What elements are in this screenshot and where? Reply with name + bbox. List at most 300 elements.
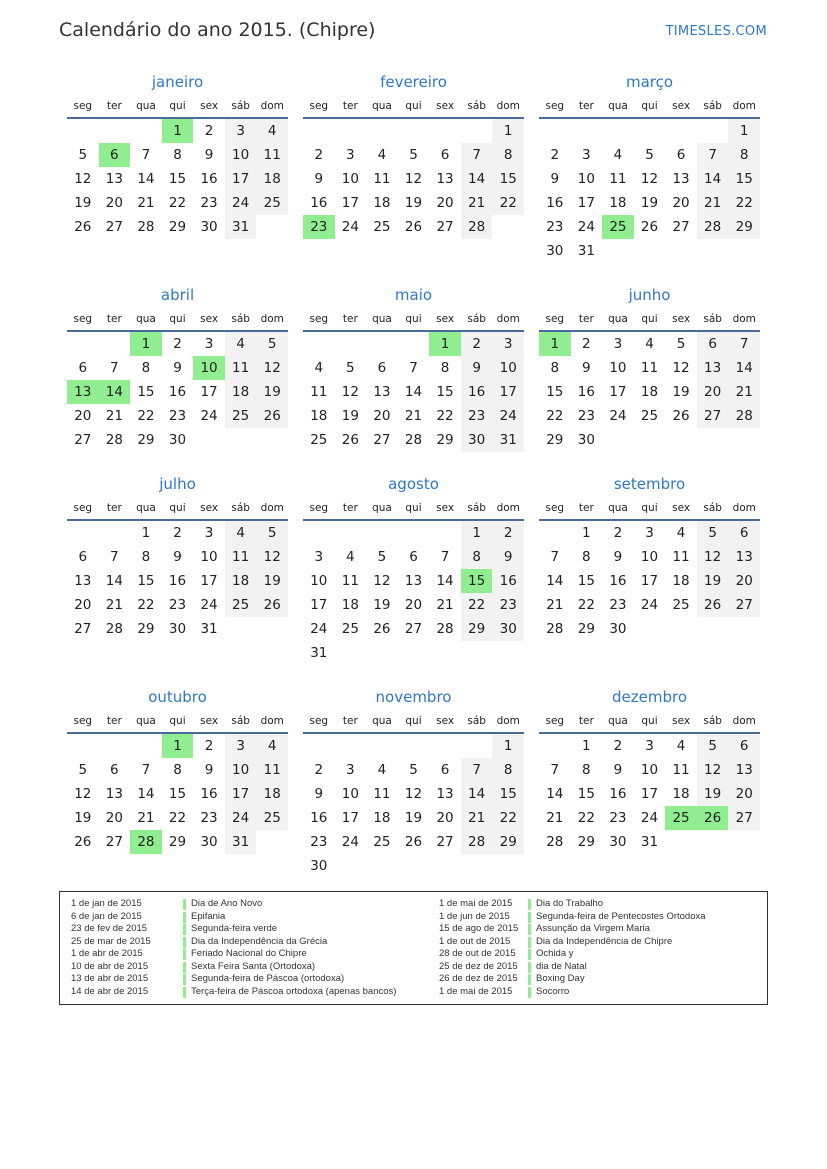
day-cell: 8 bbox=[461, 545, 493, 569]
day-cell: 19 bbox=[256, 380, 288, 404]
day-cell: 27 bbox=[436, 834, 454, 850]
empty-cell bbox=[665, 119, 697, 143]
day-cell: 16 bbox=[310, 810, 328, 826]
day-cell: 10 bbox=[341, 786, 359, 802]
day-cell: 13 bbox=[404, 573, 423, 589]
day-cell: 23 bbox=[310, 834, 328, 850]
month-title: junho bbox=[628, 286, 671, 304]
day-cell: 25 bbox=[256, 191, 288, 215]
day-cell: 28 bbox=[461, 830, 493, 854]
day-cell: 29 bbox=[137, 621, 155, 637]
day-cell: 17 bbox=[200, 384, 218, 400]
day-cell: 17 bbox=[225, 167, 257, 191]
day-cell: 23 bbox=[492, 593, 524, 617]
day-cell: 15 bbox=[492, 167, 524, 191]
day-cell: 29 bbox=[168, 219, 187, 235]
day-cell: 27 bbox=[105, 834, 123, 850]
day-cell: 2 bbox=[314, 762, 324, 778]
day-cell: 1 bbox=[728, 119, 760, 143]
day-cell: 18 bbox=[672, 573, 690, 589]
day-cell: 7 bbox=[461, 758, 493, 782]
day-cell: 3 bbox=[645, 738, 654, 754]
legend-marker bbox=[183, 912, 186, 923]
weekday-header bbox=[539, 495, 760, 521]
day-cell: 21 bbox=[105, 408, 123, 424]
day-cell: 4 bbox=[314, 360, 324, 376]
weekday-label: sáb bbox=[703, 715, 722, 727]
day-cell: 4 bbox=[676, 525, 686, 541]
weekday-label: qua bbox=[372, 313, 392, 325]
weekday-label: qua bbox=[136, 502, 156, 514]
weekday-label: qui bbox=[169, 502, 186, 514]
day-cell: 8 bbox=[440, 360, 450, 376]
day-cell: 12 bbox=[640, 171, 659, 187]
day-cell: 28 bbox=[436, 621, 454, 637]
day-cell: 24 bbox=[341, 219, 359, 235]
weekday-header bbox=[539, 306, 760, 332]
weekday-label: qua bbox=[372, 715, 392, 727]
day-cell: 2 bbox=[173, 525, 182, 541]
day-cell: 24 bbox=[640, 597, 659, 613]
day-cell: 3 bbox=[613, 336, 623, 352]
weekday-label: sáb bbox=[703, 502, 722, 514]
day-cell: 11 bbox=[341, 573, 359, 589]
day-cell: 4 bbox=[676, 738, 686, 754]
weekday-label: sáb bbox=[703, 100, 722, 112]
day-cell: 7 bbox=[550, 549, 560, 565]
day-cell: 4 bbox=[256, 734, 288, 758]
day-cell: 7 bbox=[409, 360, 418, 376]
legend-column-left bbox=[71, 898, 431, 998]
weekday-label: qua bbox=[608, 100, 628, 112]
weekday-label: dom bbox=[260, 100, 284, 112]
holiday-date: 1 de mai de 2015 bbox=[439, 985, 513, 997]
holiday-day-cell: 23 bbox=[303, 215, 335, 239]
day-grid bbox=[67, 521, 288, 641]
month-title: setembro bbox=[613, 475, 686, 493]
day-cell: 13 bbox=[436, 171, 454, 187]
day-cell: 2 bbox=[550, 147, 560, 163]
day-cell: 22 bbox=[728, 191, 760, 215]
day-cell: 21 bbox=[546, 597, 564, 613]
month-fevereiro bbox=[303, 73, 524, 263]
day-cell: 25 bbox=[341, 621, 359, 637]
month-maio bbox=[303, 286, 524, 452]
day-cell: 15 bbox=[577, 786, 595, 802]
day-cell: 18 bbox=[310, 408, 328, 424]
months-grid bbox=[67, 73, 767, 878]
day-cell: 4 bbox=[377, 762, 387, 778]
day-grid bbox=[539, 119, 760, 263]
day-cell: 27 bbox=[728, 806, 760, 830]
day-cell: 18 bbox=[373, 810, 391, 826]
legend-row bbox=[439, 948, 759, 961]
day-cell: 3 bbox=[225, 119, 257, 143]
day-cell: 23 bbox=[609, 810, 627, 826]
day-cell: 10 bbox=[609, 360, 627, 376]
day-cell: 12 bbox=[697, 545, 729, 569]
month-title: agosto bbox=[388, 475, 439, 493]
day-cell: 25 bbox=[672, 597, 690, 613]
weekday-header bbox=[539, 93, 760, 119]
day-cell: 6 bbox=[78, 360, 88, 376]
day-cell: 19 bbox=[404, 810, 423, 826]
day-grid bbox=[539, 521, 760, 641]
day-cell: 21 bbox=[404, 408, 423, 424]
month-title: janeiro bbox=[151, 73, 204, 91]
day-cell: 11 bbox=[225, 545, 257, 569]
weekday-label: seg bbox=[545, 715, 565, 727]
month-title: maio bbox=[394, 286, 433, 304]
weekday-label: sáb bbox=[231, 502, 250, 514]
holiday-day-cell: 25 bbox=[602, 215, 634, 239]
day-cell: 10 bbox=[225, 758, 257, 782]
day-cell: 5 bbox=[409, 762, 418, 778]
empty-cell bbox=[99, 332, 131, 356]
weekday-header bbox=[539, 708, 760, 734]
weekday-label: qui bbox=[641, 502, 658, 514]
weekday-label: qua bbox=[136, 313, 156, 325]
day-cell: 20 bbox=[728, 782, 760, 806]
legend-marker bbox=[183, 937, 186, 948]
day-grid bbox=[303, 119, 524, 239]
empty-cell bbox=[67, 332, 99, 356]
empty-cell bbox=[461, 119, 493, 143]
day-grid bbox=[539, 332, 760, 452]
month-title: dezembro bbox=[612, 688, 687, 706]
empty-cell bbox=[398, 332, 430, 356]
weekday-label: ter bbox=[342, 715, 358, 727]
day-cell: 8 bbox=[728, 143, 760, 167]
day-grid bbox=[67, 119, 288, 239]
weekday-label: sex bbox=[200, 502, 219, 514]
empty-cell bbox=[461, 734, 493, 758]
day-cell: 17 bbox=[341, 810, 359, 826]
holiday-legend bbox=[59, 891, 768, 1005]
weekday-label: qui bbox=[169, 715, 186, 727]
day-cell: 15 bbox=[168, 786, 187, 802]
legend-marker bbox=[183, 949, 186, 960]
empty-cell bbox=[602, 119, 634, 143]
legend-row bbox=[71, 911, 431, 924]
day-cell: 4 bbox=[225, 332, 257, 356]
day-cell: 12 bbox=[373, 573, 391, 589]
day-cell: 31 bbox=[577, 243, 595, 259]
day-cell: 29 bbox=[492, 830, 524, 854]
day-cell: 26 bbox=[697, 593, 729, 617]
day-cell: 27 bbox=[74, 432, 92, 448]
legend-column-right bbox=[439, 898, 759, 998]
day-cell: 26 bbox=[640, 219, 659, 235]
day-cell: 21 bbox=[461, 806, 493, 830]
day-cell: 18 bbox=[225, 569, 257, 593]
day-cell: 13 bbox=[436, 786, 454, 802]
empty-cell bbox=[67, 521, 99, 545]
weekday-label: ter bbox=[342, 502, 358, 514]
empty-cell bbox=[571, 119, 603, 143]
day-cell: 1 bbox=[492, 734, 524, 758]
day-cell: 1 bbox=[461, 521, 493, 545]
day-cell: 4 bbox=[613, 147, 623, 163]
legend-marker bbox=[183, 899, 186, 910]
day-cell: 24 bbox=[577, 219, 595, 235]
weekday-label: sex bbox=[672, 313, 691, 325]
day-cell: 10 bbox=[225, 143, 257, 167]
day-cell: 20 bbox=[404, 597, 423, 613]
day-cell: 27 bbox=[436, 219, 454, 235]
day-cell: 22 bbox=[168, 195, 187, 211]
weekday-label: qui bbox=[405, 502, 422, 514]
day-cell: 26 bbox=[256, 404, 288, 428]
day-cell: 21 bbox=[436, 597, 454, 613]
day-cell: 19 bbox=[256, 569, 288, 593]
empty-cell bbox=[634, 119, 666, 143]
weekday-label: dom bbox=[732, 502, 756, 514]
weekday-label: qui bbox=[169, 313, 186, 325]
day-cell: 12 bbox=[256, 356, 288, 380]
holiday-date: 26 de dez de 2015 bbox=[439, 973, 518, 984]
holiday-name: Socorro bbox=[536, 985, 570, 997]
weekday-label: qua bbox=[608, 715, 628, 727]
day-cell: 18 bbox=[256, 782, 288, 806]
day-cell: 2 bbox=[204, 123, 214, 139]
weekday-label: dom bbox=[496, 100, 520, 112]
day-cell: 19 bbox=[697, 782, 729, 806]
day-cell: 16 bbox=[310, 195, 328, 211]
day-cell: 5 bbox=[676, 336, 686, 352]
day-cell: 15 bbox=[168, 171, 187, 187]
holiday-day-cell: 26 bbox=[697, 806, 729, 830]
day-cell: 16 bbox=[200, 786, 218, 802]
day-cell: 9 bbox=[204, 147, 214, 163]
day-cell: 22 bbox=[137, 408, 155, 424]
day-cell: 2 bbox=[613, 525, 623, 541]
empty-cell bbox=[130, 119, 162, 143]
empty-cell bbox=[335, 332, 367, 356]
day-cell: 4 bbox=[346, 549, 355, 565]
legend-marker bbox=[528, 949, 531, 960]
day-cell: 30 bbox=[609, 621, 627, 637]
day-cell: 4 bbox=[225, 521, 257, 545]
day-cell: 30 bbox=[168, 621, 187, 637]
weekday-label: seg bbox=[73, 502, 93, 514]
empty-cell bbox=[539, 119, 571, 143]
holiday-day-cell: 25 bbox=[665, 806, 697, 830]
day-grid bbox=[539, 734, 760, 854]
weekday-label: ter bbox=[578, 313, 594, 325]
day-cell: 27 bbox=[74, 621, 92, 637]
day-cell: 26 bbox=[74, 834, 92, 850]
day-cell: 3 bbox=[204, 336, 214, 352]
day-cell: 15 bbox=[137, 384, 155, 400]
day-cell: 15 bbox=[546, 384, 564, 400]
day-cell: 18 bbox=[640, 384, 659, 400]
month-dezembro bbox=[539, 688, 760, 878]
legend-marker bbox=[528, 962, 531, 973]
brand-link[interactable]: TIMESLES.COM bbox=[665, 24, 767, 39]
month-janeiro bbox=[67, 73, 288, 263]
empty-cell bbox=[130, 734, 162, 758]
day-cell: 14 bbox=[546, 573, 564, 589]
day-cell: 11 bbox=[256, 143, 288, 167]
day-cell: 25 bbox=[256, 806, 288, 830]
day-cell: 21 bbox=[137, 195, 155, 211]
weekday-label: qua bbox=[608, 313, 628, 325]
day-cell: 14 bbox=[461, 167, 493, 191]
weekday-label: sex bbox=[672, 715, 691, 727]
day-cell: 29 bbox=[546, 432, 564, 448]
holiday-name: Terça-feira de Páscoa ortodoxa (apenas bancos) bbox=[191, 985, 397, 997]
weekday-label: sáb bbox=[467, 715, 486, 727]
legend-marker bbox=[183, 987, 186, 998]
day-cell: 6 bbox=[110, 762, 119, 778]
legend-marker bbox=[528, 974, 531, 985]
day-cell: 20 bbox=[373, 408, 391, 424]
day-cell: 27 bbox=[672, 219, 690, 235]
day-cell: 12 bbox=[74, 786, 92, 802]
empty-cell bbox=[366, 332, 398, 356]
day-cell: 30 bbox=[492, 617, 524, 641]
day-cell: 3 bbox=[645, 525, 654, 541]
day-cell: 25 bbox=[225, 404, 257, 428]
empty-cell bbox=[335, 521, 367, 545]
empty-cell bbox=[429, 734, 461, 758]
weekday-label: sáb bbox=[231, 313, 250, 325]
holiday-name: Epifania bbox=[191, 910, 226, 922]
weekday-label: seg bbox=[309, 715, 329, 727]
holiday-date: 25 de dez de 2015 bbox=[439, 960, 518, 972]
day-cell: 8 bbox=[582, 549, 591, 565]
day-cell: 26 bbox=[404, 834, 423, 850]
day-cell: 25 bbox=[640, 408, 659, 424]
day-cell: 20 bbox=[728, 569, 760, 593]
weekday-label: sex bbox=[200, 313, 219, 325]
holiday-name: Sexta Feira Santa (Ortodoxa) bbox=[191, 960, 316, 972]
day-cell: 7 bbox=[461, 143, 493, 167]
day-cell: 16 bbox=[546, 195, 564, 211]
day-cell: 22 bbox=[168, 810, 187, 826]
empty-cell bbox=[398, 119, 430, 143]
day-cell: 7 bbox=[697, 143, 729, 167]
empty-cell bbox=[539, 734, 571, 758]
holiday-name: Dia do Trabalho bbox=[536, 898, 604, 909]
day-cell: 14 bbox=[697, 167, 729, 191]
empty-cell bbox=[335, 734, 367, 758]
day-cell: 24 bbox=[200, 408, 218, 424]
day-cell: 19 bbox=[74, 810, 92, 826]
weekday-label: dom bbox=[496, 313, 520, 325]
empty-cell bbox=[99, 119, 131, 143]
day-grid bbox=[303, 332, 524, 452]
day-cell: 23 bbox=[461, 404, 493, 428]
legend-row bbox=[71, 936, 431, 949]
weekday-header bbox=[67, 495, 288, 521]
day-cell: 31 bbox=[492, 428, 524, 452]
month-março bbox=[539, 73, 760, 263]
empty-cell bbox=[99, 734, 131, 758]
holiday-date: 1 de abr de 2015 bbox=[71, 948, 143, 959]
day-cell: 5 bbox=[78, 147, 88, 163]
legend-marker bbox=[183, 974, 186, 985]
empty-cell bbox=[303, 521, 335, 545]
day-cell: 30 bbox=[200, 219, 218, 235]
day-cell: 11 bbox=[373, 171, 391, 187]
day-cell: 30 bbox=[577, 432, 595, 448]
day-cell: 29 bbox=[436, 432, 454, 448]
holiday-name: Dia da Independência da Grécia bbox=[191, 935, 328, 947]
day-cell: 9 bbox=[613, 549, 623, 565]
holiday-day-cell: 1 bbox=[130, 332, 162, 356]
day-cell: 9 bbox=[204, 762, 214, 778]
day-cell: 27 bbox=[105, 219, 123, 235]
day-cell: 2 bbox=[492, 521, 524, 545]
day-cell: 29 bbox=[137, 432, 155, 448]
weekday-label: qui bbox=[169, 100, 186, 112]
day-cell: 9 bbox=[314, 786, 324, 802]
empty-cell bbox=[398, 521, 430, 545]
weekday-label: sex bbox=[436, 100, 455, 112]
day-cell: 5 bbox=[346, 360, 355, 376]
holiday-day-cell: 15 bbox=[461, 569, 493, 593]
month-title: novembro bbox=[375, 688, 452, 706]
weekday-label: sáb bbox=[231, 100, 250, 112]
holiday-day-cell: 13 bbox=[67, 380, 99, 404]
day-cell: 5 bbox=[78, 762, 88, 778]
legend-row bbox=[439, 986, 759, 999]
weekday-label: qui bbox=[641, 313, 658, 325]
month-setembro bbox=[539, 475, 760, 665]
day-cell: 15 bbox=[492, 782, 524, 806]
weekday-label: seg bbox=[545, 502, 565, 514]
day-cell: 5 bbox=[377, 549, 387, 565]
month-junho bbox=[539, 286, 760, 452]
weekday-label: sáb bbox=[467, 100, 486, 112]
holiday-name: Segunda-feira de Pentecostes Ortodoxa bbox=[536, 910, 706, 922]
day-cell: 28 bbox=[105, 621, 123, 637]
holiday-name: dia de Natal bbox=[536, 960, 587, 972]
day-cell: 3 bbox=[346, 147, 355, 163]
holiday-day-cell: 1 bbox=[539, 332, 571, 356]
legend-marker bbox=[528, 899, 531, 910]
weekday-label: qui bbox=[405, 100, 422, 112]
month-julho bbox=[67, 475, 288, 665]
day-cell: 7 bbox=[440, 549, 450, 565]
day-cell: 12 bbox=[672, 360, 690, 376]
day-cell: 15 bbox=[577, 573, 595, 589]
day-cell: 18 bbox=[373, 195, 391, 211]
day-cell: 7 bbox=[110, 360, 119, 376]
day-cell: 27 bbox=[373, 432, 391, 448]
day-cell: 14 bbox=[461, 782, 493, 806]
holiday-day-cell: 10 bbox=[193, 356, 225, 380]
weekday-label: dom bbox=[260, 313, 284, 325]
day-cell: 7 bbox=[141, 762, 151, 778]
day-cell: 17 bbox=[492, 380, 524, 404]
day-cell: 1 bbox=[582, 525, 591, 541]
day-cell: 4 bbox=[645, 336, 654, 352]
day-cell: 9 bbox=[173, 549, 182, 565]
day-grid bbox=[303, 521, 524, 665]
weekday-label: seg bbox=[73, 715, 93, 727]
day-cell: 26 bbox=[373, 621, 391, 637]
weekday-label: qua bbox=[372, 502, 392, 514]
day-cell: 24 bbox=[310, 621, 328, 637]
day-cell: 28 bbox=[461, 215, 493, 239]
weekday-label: dom bbox=[496, 502, 520, 514]
day-cell: 27 bbox=[728, 593, 760, 617]
day-cell: 28 bbox=[404, 432, 423, 448]
day-cell: 23 bbox=[577, 408, 595, 424]
